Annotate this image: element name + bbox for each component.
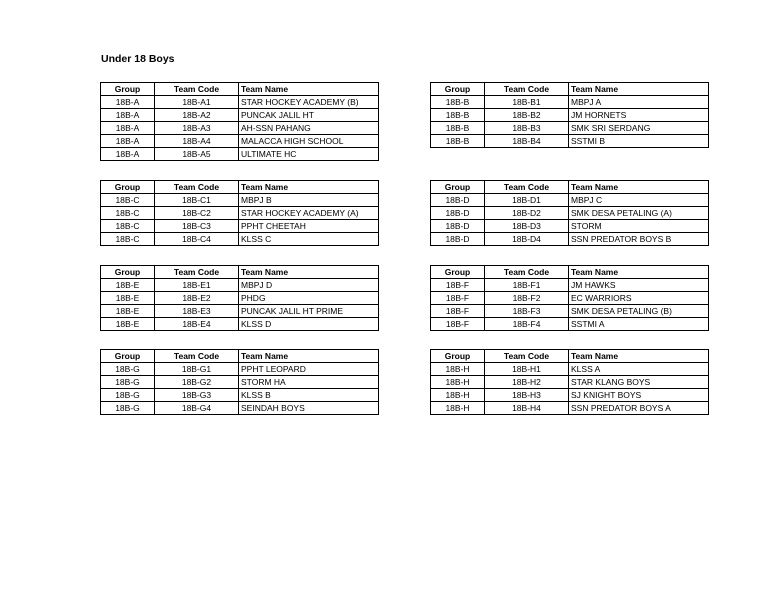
column-header-team-code: Team Code — [155, 83, 239, 96]
cell-team-code: 18B-B1 — [485, 96, 569, 109]
cell-team-code: 18B-A5 — [155, 148, 239, 161]
cell-group: 18B-C — [101, 233, 155, 246]
cell-team-code: 18B-C3 — [155, 220, 239, 233]
table-row — [101, 292, 379, 305]
cell-group: 18B-D — [431, 220, 485, 233]
cell-team-name: MBPJ C — [569, 194, 709, 207]
cell-group: 18B-E — [101, 305, 155, 318]
table-row — [101, 135, 379, 148]
column-header-team-code: Team Code — [485, 266, 569, 279]
table-row — [431, 122, 709, 135]
cell-group: 18B-H — [431, 402, 485, 415]
cell-group: 18B-G — [101, 389, 155, 402]
table-header-row — [431, 83, 709, 96]
column-header-team-code: Team Code — [155, 350, 239, 363]
cell-team-name: MBPJ A — [569, 96, 709, 109]
cell-team-code: 18B-H2 — [485, 376, 569, 389]
column-header-team-code: Team Code — [485, 181, 569, 194]
cell-team-code: 18B-A3 — [155, 122, 239, 135]
cell-team-code: 18B-E3 — [155, 305, 239, 318]
cell-group: 18B-D — [431, 194, 485, 207]
cell-team-name: PPHT LEOPARD — [239, 363, 379, 376]
cell-team-code: 18B-F2 — [485, 292, 569, 305]
cell-group: 18B-E — [101, 292, 155, 305]
table-row — [431, 389, 709, 402]
cell-team-name: MALACCA HIGH SCHOOL — [239, 135, 379, 148]
column-header-group: Group — [431, 181, 485, 194]
column-header-team-name: Team Name — [569, 181, 709, 194]
cell-team-name: SMK DESA PETALING (A) — [569, 207, 709, 220]
cell-group: 18B-B — [431, 135, 485, 148]
cell-team-code: 18B-E1 — [155, 279, 239, 292]
cell-team-code: 18B-B2 — [485, 109, 569, 122]
cell-team-name: MBPJ B — [239, 194, 379, 207]
cell-team-code: 18B-H3 — [485, 389, 569, 402]
cell-group: 18B-F — [431, 279, 485, 292]
cell-team-name: SSN PREDATOR BOYS B — [569, 233, 709, 246]
cell-group: 18B-D — [431, 207, 485, 220]
table-row — [431, 207, 709, 220]
table-row — [431, 279, 709, 292]
cell-group: 18B-E — [101, 318, 155, 331]
table-header-row — [431, 181, 709, 194]
cell-team-code: 18B-G2 — [155, 376, 239, 389]
cell-group: 18B-C — [101, 207, 155, 220]
table-row — [431, 233, 709, 246]
cell-team-code: 18B-C4 — [155, 233, 239, 246]
table-row — [101, 148, 379, 161]
column-header-team-name: Team Name — [239, 83, 379, 96]
cell-team-name: SJ KNIGHT BOYS — [569, 389, 709, 402]
column-header-group: Group — [431, 83, 485, 96]
cell-team-code: 18B-F1 — [485, 279, 569, 292]
cell-team-code: 18B-C1 — [155, 194, 239, 207]
cell-team-name: SMK SRI SERDANG — [569, 122, 709, 135]
table-row — [101, 233, 379, 246]
cell-team-code: 18B-A2 — [155, 109, 239, 122]
cell-team-code: 18B-A4 — [155, 135, 239, 148]
column-header-team-name: Team Name — [569, 83, 709, 96]
cell-group: 18B-A — [101, 109, 155, 122]
column-header-group: Group — [101, 266, 155, 279]
cell-team-name: SSN PREDATOR BOYS A — [569, 402, 709, 415]
cell-group: 18B-B — [431, 122, 485, 135]
cell-group: 18B-C — [101, 220, 155, 233]
cell-team-name: STAR HOCKEY ACADEMY (A) — [239, 207, 379, 220]
cell-team-code: 18B-B4 — [485, 135, 569, 148]
table-header-row — [431, 350, 709, 363]
cell-group: 18B-A — [101, 135, 155, 148]
column-header-team-name: Team Name — [569, 266, 709, 279]
cell-team-code: 18B-A1 — [155, 96, 239, 109]
table-header-row — [101, 181, 379, 194]
cell-group: 18B-D — [431, 233, 485, 246]
cell-group: 18B-H — [431, 389, 485, 402]
cell-group: 18B-A — [101, 96, 155, 109]
cell-team-name: STORM HA — [239, 376, 379, 389]
cell-group: 18B-E — [101, 279, 155, 292]
cell-team-code: 18B-G3 — [155, 389, 239, 402]
cell-group: 18B-G — [101, 363, 155, 376]
column-header-team-name: Team Name — [239, 350, 379, 363]
cell-group: 18B-H — [431, 363, 485, 376]
table-row — [431, 96, 709, 109]
table-row — [431, 363, 709, 376]
table-row — [431, 376, 709, 389]
cell-team-code: 18B-E4 — [155, 318, 239, 331]
table-row — [431, 109, 709, 122]
group-table-a — [100, 82, 379, 161]
column-header-team-name: Team Name — [239, 181, 379, 194]
cell-team-name: EC WARRIORS — [569, 292, 709, 305]
cell-team-code: 18B-D1 — [485, 194, 569, 207]
cell-team-code: 18B-G4 — [155, 402, 239, 415]
cell-team-name: KLSS D — [239, 318, 379, 331]
table-row — [431, 292, 709, 305]
cell-group: 18B-B — [431, 109, 485, 122]
table-header-row — [101, 266, 379, 279]
cell-group: 18B-F — [431, 318, 485, 331]
cell-team-name: AH-SSN PAHANG — [239, 122, 379, 135]
table-row — [101, 376, 379, 389]
column-header-group: Group — [101, 350, 155, 363]
cell-team-name: PUNCAK JALIL HT — [239, 109, 379, 122]
page-title: Under 18 Boys — [101, 53, 175, 65]
table-row — [431, 305, 709, 318]
table-row — [101, 220, 379, 233]
column-header-team-code: Team Code — [485, 83, 569, 96]
cell-group: 18B-A — [101, 148, 155, 161]
cell-team-code: 18B-E2 — [155, 292, 239, 305]
cell-group: 18B-H — [431, 376, 485, 389]
table-row — [431, 318, 709, 331]
column-header-team-name: Team Name — [569, 350, 709, 363]
table-row — [101, 194, 379, 207]
cell-team-name: STAR KLANG BOYS — [569, 376, 709, 389]
cell-team-code: 18B-C2 — [155, 207, 239, 220]
cell-team-code: 18B-F4 — [485, 318, 569, 331]
group-table-b — [430, 82, 709, 148]
table-row — [101, 279, 379, 292]
group-table-e — [100, 265, 379, 331]
cell-group: 18B-G — [101, 402, 155, 415]
table-row — [101, 96, 379, 109]
cell-team-code: 18B-G1 — [155, 363, 239, 376]
cell-team-name: ULTIMATE HC — [239, 148, 379, 161]
cell-team-name: STORM — [569, 220, 709, 233]
table-row — [431, 194, 709, 207]
cell-team-name: PHDG — [239, 292, 379, 305]
group-table-f — [430, 265, 709, 331]
cell-team-code: 18B-D3 — [485, 220, 569, 233]
cell-team-name: STAR HOCKEY ACADEMY (B) — [239, 96, 379, 109]
table-row — [101, 363, 379, 376]
cell-team-name: JM HAWKS — [569, 279, 709, 292]
table-row — [101, 402, 379, 415]
cell-team-name: KLSS C — [239, 233, 379, 246]
cell-team-name: SMK DESA PETALING (B) — [569, 305, 709, 318]
cell-team-name: PPHT CHEETAH — [239, 220, 379, 233]
cell-team-name: MBPJ D — [239, 279, 379, 292]
cell-group: 18B-A — [101, 122, 155, 135]
cell-team-code: 18B-B3 — [485, 122, 569, 135]
cell-team-name: KLSS A — [569, 363, 709, 376]
cell-team-name: SEINDAH BOYS — [239, 402, 379, 415]
cell-group: 18B-C — [101, 194, 155, 207]
group-table-g — [100, 349, 379, 415]
cell-group: 18B-F — [431, 292, 485, 305]
table-header-row — [101, 350, 379, 363]
column-header-team-code: Team Code — [155, 181, 239, 194]
table-header-row — [101, 83, 379, 96]
cell-team-name: JM HORNETS — [569, 109, 709, 122]
cell-team-name: PUNCAK JALIL HT PRIME — [239, 305, 379, 318]
cell-team-name: SSTMI B — [569, 135, 709, 148]
column-header-group: Group — [431, 266, 485, 279]
cell-team-code: 18B-H4 — [485, 402, 569, 415]
column-header-team-code: Team Code — [485, 350, 569, 363]
cell-team-code: 18B-H1 — [485, 363, 569, 376]
column-header-team-name: Team Name — [239, 266, 379, 279]
cell-group: 18B-G — [101, 376, 155, 389]
column-header-group: Group — [101, 83, 155, 96]
group-table-c — [100, 180, 379, 246]
column-header-group: Group — [431, 350, 485, 363]
column-header-team-code: Team Code — [155, 266, 239, 279]
table-row — [431, 220, 709, 233]
cell-group: 18B-B — [431, 96, 485, 109]
table-row — [431, 402, 709, 415]
table-row — [431, 135, 709, 148]
table-row — [101, 389, 379, 402]
table-row — [101, 122, 379, 135]
table-row — [101, 305, 379, 318]
table-row — [101, 207, 379, 220]
cell-team-code: 18B-D2 — [485, 207, 569, 220]
table-row — [101, 318, 379, 331]
cell-team-name: KLSS B — [239, 389, 379, 402]
column-header-group: Group — [101, 181, 155, 194]
table-header-row — [431, 266, 709, 279]
cell-team-code: 18B-D4 — [485, 233, 569, 246]
cell-team-name: SSTMI A — [569, 318, 709, 331]
table-row — [101, 109, 379, 122]
group-table-h — [430, 349, 709, 415]
group-table-d — [430, 180, 709, 246]
cell-group: 18B-F — [431, 305, 485, 318]
cell-team-code: 18B-F3 — [485, 305, 569, 318]
